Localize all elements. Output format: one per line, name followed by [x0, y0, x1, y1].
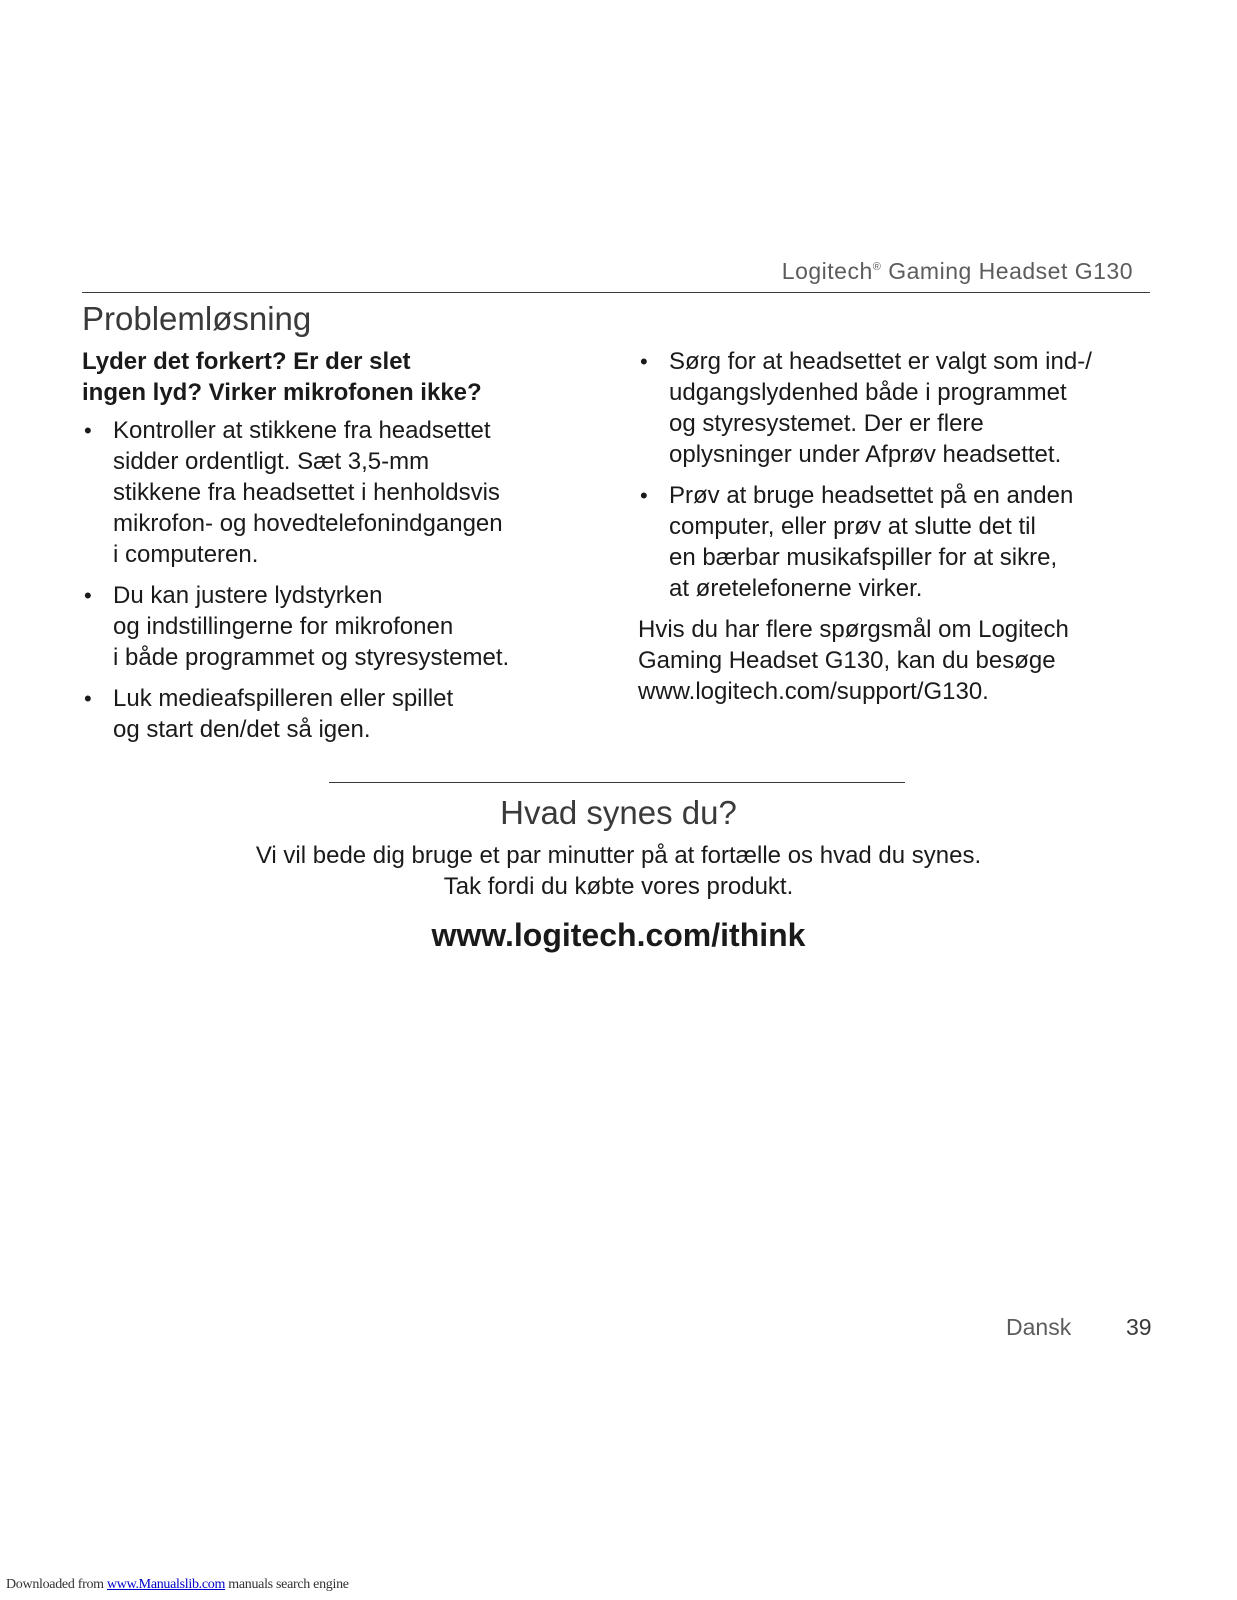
list-item-text: Sørg for at headsettet er valgt som ind-/ udgangslydenhed både i programmet og styresystemet. Der er flere oplysninger under Afprøv headsettet. [669, 348, 1092, 468]
list-item [638, 346, 1148, 470]
list-item-text: Kontroller at stikkene fra headsettet sidder ordentligt. Sæt 3,5-mm stikkene fra headsettet i henholdsvis mikrofon- og hovedtelefonindgangen i computeren. [113, 417, 503, 568]
bullet-icon: • [640, 349, 648, 374]
registered-mark: ® [872, 261, 882, 273]
footer-language: Dansk [1006, 1314, 1072, 1340]
list-item [82, 683, 582, 745]
right-column [638, 346, 1148, 707]
feedback-title: Hvad synes du? [500, 794, 737, 831]
bullet-icon: • [84, 583, 92, 608]
left-bullet-list [82, 415, 582, 745]
list-item-text: Luk medieafspilleren eller spillet og start den/det så igen. [113, 685, 454, 743]
page-number: 39 [1126, 1314, 1152, 1340]
list-item [82, 580, 582, 673]
feedback-body: Vi vil bede dig bruge et par minutter på at fortælle os hvad du synes. Tak fordi du købte vores produkt. [255, 842, 982, 900]
product-model: Gaming Headset G130 [881, 258, 1133, 284]
support-paragraph: Hvis du har flere spørgsmål om Logitech Gaming Headset G130, kan du besøge www.logitech.com/support/G130. [638, 616, 1069, 705]
product-header-title [782, 258, 1133, 285]
list-item-text: Du kan justere lydstyrken og indstillingerne for mikrofonen i både programmet og styresystemet. [113, 582, 510, 671]
bullet-icon: • [84, 686, 92, 711]
feedback-link[interactable]: www.logitech.com/ithink [431, 917, 806, 953]
header-divider [82, 292, 1150, 293]
section-title: Problemløsning [82, 300, 312, 337]
bullet-icon: • [84, 418, 92, 443]
list-item [82, 415, 582, 570]
list-item-text: Prøv at bruge headsettet på en anden computer, eller prøv at slutte det til en bærbar musikafspiller for at sikre, at øretelefonerne virker. [669, 482, 1074, 602]
download-prefix: Downloaded from [6, 1577, 107, 1592]
product-brand: Logitech [781, 258, 873, 284]
manualslib-link[interactable]: www.Manualslib.com [106, 1577, 226, 1592]
download-suffix: manuals search engine [225, 1577, 349, 1592]
bullet-icon: • [640, 483, 648, 508]
download-notice [6, 1577, 349, 1593]
list-item [638, 480, 1148, 604]
right-bullet-list [638, 346, 1148, 604]
left-column [82, 346, 582, 755]
troubleshooting-question: Lyder det forkert? Er der slet ingen lyd? Virker mikrofonen ikke? [82, 348, 482, 406]
feedback-divider [329, 782, 905, 783]
